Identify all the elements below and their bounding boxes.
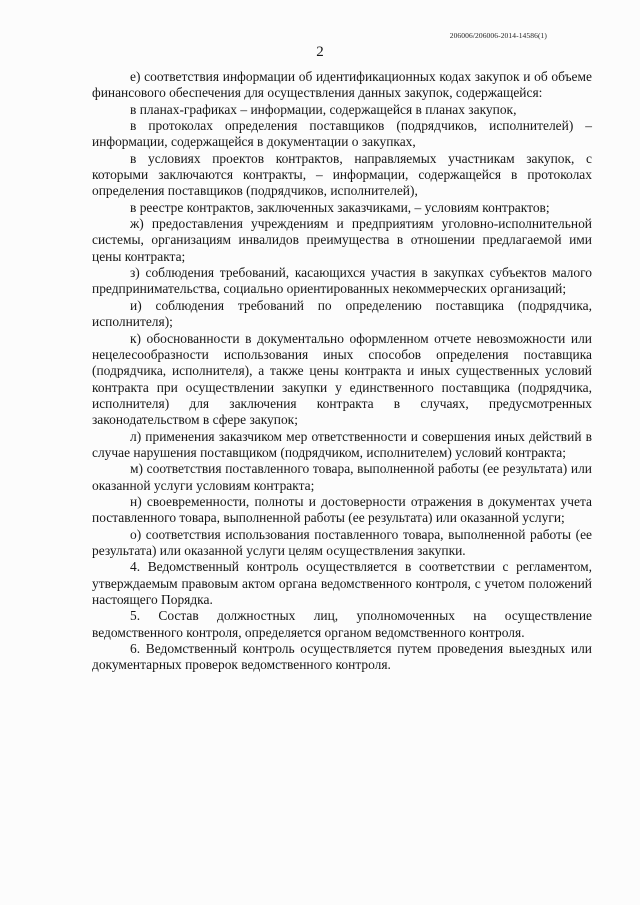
paragraph-4: 4. Ведомственный контроль осуществляется в соответствии с регламентом, утверждаемым правовым актом органа ведомственного контроля, с учетом положений настоящего Порядка. — [92, 559, 592, 607]
paragraph-i: и) соблюдения требований по определению поставщика (подрядчика, исполнителя); — [92, 297, 592, 330]
paragraph-zh: ж) предоставления учреждениям и предприятиям уголовно-исполнительной системы, организациям инвалидов преимущества в отношении предлагаемой ими цены контракта; — [92, 216, 592, 264]
paragraph-z: з) соблюдения требований, касающихся участия в закупках субъектов малого предпринимательства, социально ориентированных некоммерческих организаций; — [92, 265, 592, 297]
page-number: 2 — [316, 44, 324, 60]
paragraph-e: е) соответствия информации об идентификационных кодах закупок и об объеме финансового обеспечения для осуществления данных закупок, содержащейся: — [92, 69, 592, 101]
paragraph-protocols: в протоколах определения поставщиков (подрядчиков, исполнителей) – информации, содержащейся в документации о закупках, — [92, 118, 592, 150]
paragraph-l: л) применения заказчиком мер ответственности и совершения иных действий в случае нарушения поставщиком (подрядчиком, исполнителем) условий контракта; — [92, 428, 592, 460]
paragraph-n: н) своевременности, полноты и достоверности отражения в документах учета поставленного товара, выполненной работы (ее результата) или оказанной услуги; — [92, 493, 592, 526]
paragraph-registry: в реестре контрактов, заключенных заказчиками, – условиям контрактов; — [130, 199, 550, 215]
document-body — [92, 69, 592, 674]
paragraph-o: о) соответствия использования поставленного товара, выполненной работы (ее результата) или оказанной услуги целям осуществления закупки. — [92, 526, 592, 558]
paragraph-5: 5. Состав должностных лиц, уполномоченных на осуществление ведомственного контроля, определяется органом ведомственного контроля. — [92, 608, 592, 640]
paragraph-6: 6. Ведомственный контроль осуществляется путем проведения выездных или документарных проверок ведомственного контроля. — [92, 641, 592, 673]
paragraph-plans: в планах-графиках – информации, содержащейся в планах закупок, — [130, 101, 517, 117]
paragraph-k: к) обоснованности в документально оформленном отчете невозможности или нецелесообразности использования иных способов определения поставщика (подрядчика, исполнителя), а также цены контракта и иных существенных условий контракта при осуществлении закупки у единственного поставщика (подрядчика, исполнителя) для заключения контракта в случаях, предусмотренных законодательством в сфере закупок; — [92, 330, 592, 428]
paragraph-m: м) соответствия поставленного товара, выполненной работы (ее результата) или оказанной услуги условиям контракта; — [92, 461, 592, 493]
document-id: 206006/206006-2014-14586(1) — [449, 31, 547, 40]
paragraph-contract-terms: в условиях проектов контрактов, направляемых участникам закупок, с которыми заключаются контракты, – информации, содержащейся в протоколах определения поставщиков (подрядчиков, исполнителей), — [92, 150, 592, 199]
